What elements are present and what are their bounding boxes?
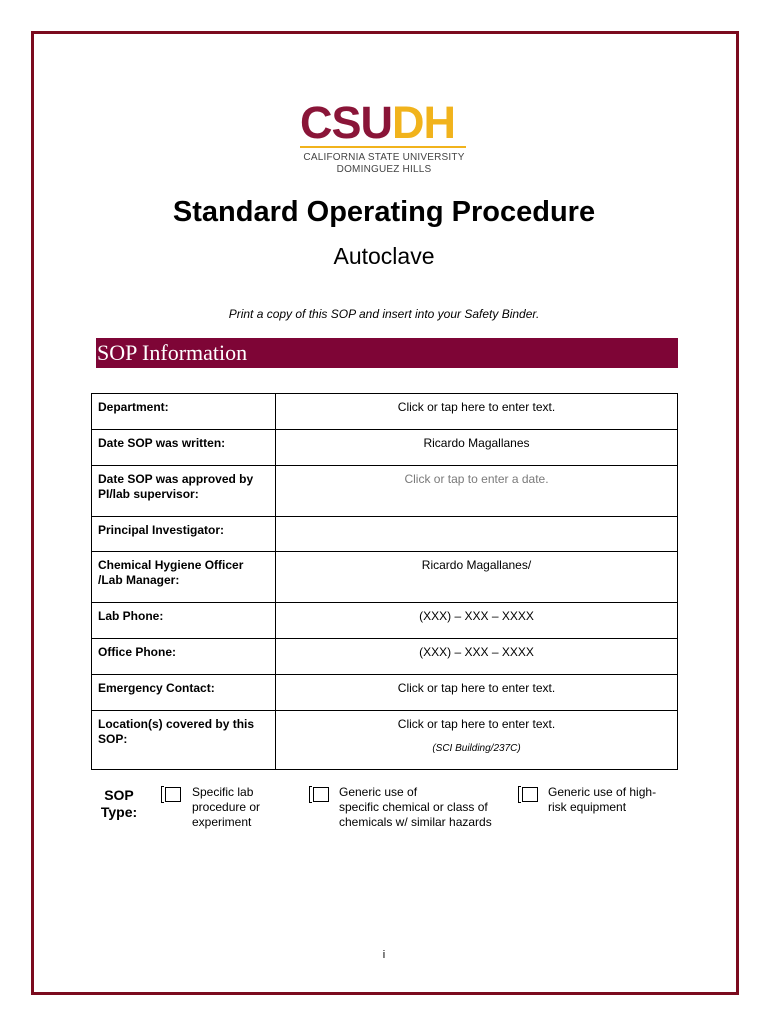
section-heading-sop-information: SOP Information [96,338,678,368]
csudh-logo [300,97,470,176]
label-department: Department: [92,394,276,430]
option-specific-lab-procedure: Specific lab procedure or experiment [192,785,261,829]
field-date-approved[interactable]: Click or tap to enter a date. [276,466,678,517]
field-principal-investigator[interactable] [276,517,678,552]
row-department [92,394,678,430]
field-lab-phone[interactable]: (XXX) – XXX – XXXX [276,603,678,639]
row-office-phone [92,639,678,675]
field-department[interactable]: Click or tap here to enter text. [276,394,678,430]
label-location: Location(s) covered by this SOP: [92,711,276,770]
option-generic-chemical-use: Generic use of specific chemical or class of chemicals w/ similar hazards [339,785,492,829]
label-principal-investigator: Principal Investigator: [92,517,276,552]
label-emergency-contact: Emergency Contact: [92,675,276,711]
row-principal-investigator [92,517,678,552]
row-date-written [92,430,678,466]
logo-wordmark: CSUDH [300,97,456,148]
field-location[interactable] [276,711,678,770]
checkbox-high-risk-equipment[interactable] [522,787,538,802]
label-date-written: Date SOP was written: [92,430,276,466]
row-lab-phone [92,603,678,639]
logo-university-name: CALIFORNIA STATE UNIVERSITY DOMINGUEZ HILLS [303,152,465,175]
row-location [92,711,678,770]
page-number: i [382,949,386,961]
option-high-risk-equipment: Generic use of high- risk equipment [548,785,657,814]
document-subtitle: Autoclave [333,243,435,269]
row-chemical-hygiene-officer [92,552,678,603]
field-location-value: Click or tap here to enter text. [397,717,556,731]
label-office-phone: Office Phone: [92,639,276,675]
sop-information-table [91,393,678,770]
sop-type-section [0,785,768,845]
checkbox-specific-lab-procedure[interactable] [165,787,181,802]
field-emergency-contact[interactable]: Click or tap here to enter text. [276,675,678,711]
row-emergency-contact [92,675,678,711]
label-date-approved: Date SOP was approved by PI/lab supervisor: [92,466,276,517]
field-date-written[interactable]: Ricardo Magallanes [276,430,678,466]
field-chemical-hygiene-officer[interactable]: Ricardo Magallanes/ [276,552,678,603]
document-title: Standard Operating Procedure [172,196,596,228]
row-date-approved [92,466,678,517]
print-instruction: Print a copy of this SOP and insert into your Safety Binder. [228,307,540,321]
label-chemical-hygiene-officer: Chemical Hygiene Officer /Lab Manager: [92,552,276,603]
checkbox-generic-chemical-use[interactable] [313,787,329,802]
field-office-phone[interactable]: (XXX) – XXX – XXXX [276,639,678,675]
label-lab-phone: Lab Phone: [92,603,276,639]
sop-type-label: SOP Type: [100,787,138,820]
field-location-note: (SCI Building/237C) [432,743,521,754]
